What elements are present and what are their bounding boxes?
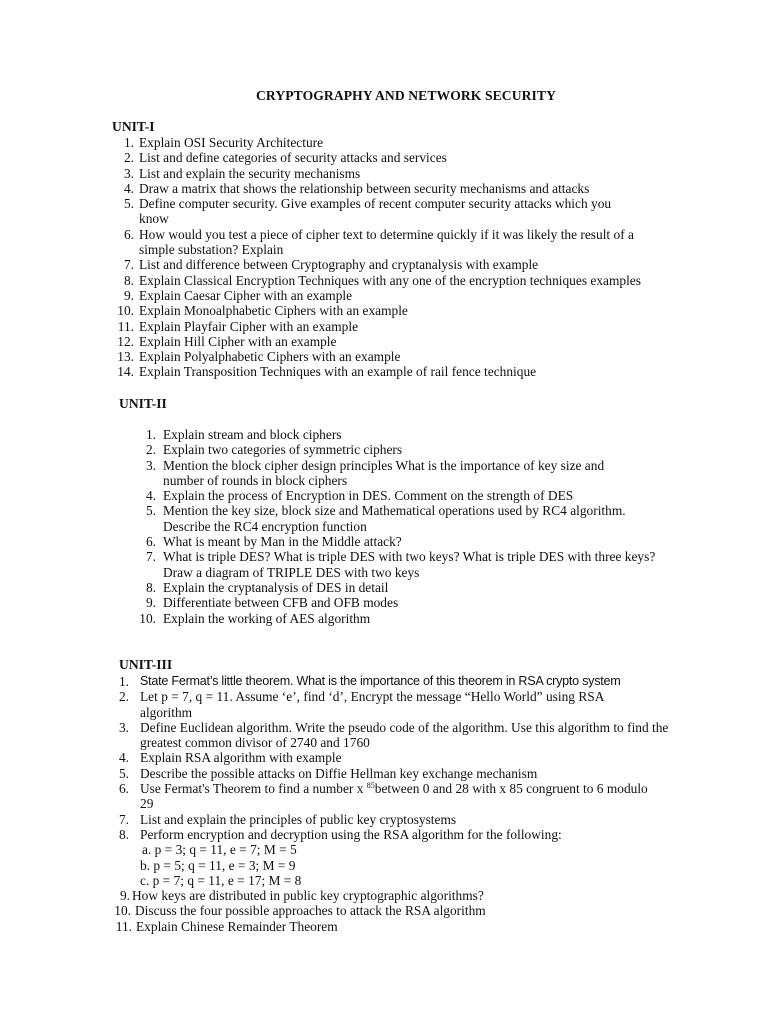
list-item xyxy=(112,674,672,689)
item-number: 3. xyxy=(123,165,134,181)
item-number: 2. xyxy=(118,689,129,705)
item-number: 5. xyxy=(123,196,134,212)
question-text: Differentiate between CFB and OFB modes xyxy=(163,595,399,611)
item-number: 2. xyxy=(145,442,156,458)
item-number: 10. xyxy=(117,303,134,319)
question-text xyxy=(140,781,650,812)
item-number: 9. xyxy=(145,595,156,611)
item-number: 10. xyxy=(139,610,156,626)
list-item xyxy=(112,766,672,781)
question-text: Let p = 7, q = 11. Assume ‘e’, find ‘d’, Encrypt the message “Hello World” using RSA algorithm xyxy=(140,689,604,720)
list-item xyxy=(135,503,670,534)
question-text: Mention the key size, block size and Mathematical operations used by RC4 algorithm. Describe the RC4 encryption function xyxy=(163,503,626,534)
question-text: List and difference between Cryptography and cryptanalysis with example xyxy=(139,257,539,273)
list-item xyxy=(112,750,672,765)
list-item xyxy=(112,888,672,903)
list-item xyxy=(112,273,672,288)
item-number: 14. xyxy=(117,364,134,380)
item-number: 1. xyxy=(145,427,156,442)
unit-1-question-list xyxy=(112,135,672,380)
list-item xyxy=(112,827,672,888)
question-text: How would you test a piece of cipher text to determine quickly if it was likely the result of a simple substation? Explain xyxy=(139,226,634,258)
list-item xyxy=(112,166,672,181)
question-text: Explain Chinese Remainder Theorem xyxy=(136,918,338,934)
question-text-part: between 0 and 28 with x 85 congruent to 6 modulo 29 xyxy=(140,781,648,812)
list-item xyxy=(135,427,670,442)
question-text: Explain two categories of symmetric ciphers xyxy=(163,442,403,458)
list-item xyxy=(135,595,670,610)
question-text: Draw a matrix that shows the relationship between security mechanisms and attacks xyxy=(139,180,590,196)
item-number: 6. xyxy=(118,781,129,797)
item-number: 11. xyxy=(117,318,134,334)
item-number: 5. xyxy=(118,765,129,781)
list-item xyxy=(112,150,672,165)
list-item xyxy=(112,903,672,918)
item-number: 1. xyxy=(118,674,129,689)
list-item xyxy=(112,364,672,379)
sub-item: a. p = 3; q = 11, e = 7; M = 5 xyxy=(142,842,297,858)
list-item xyxy=(135,611,670,626)
question-text: Explain Polyalphabetic Ciphers with an example xyxy=(139,349,401,365)
item-number: 13. xyxy=(117,349,134,365)
question-text: Explain OSI Security Architecture xyxy=(139,135,324,150)
list-item xyxy=(135,580,670,595)
item-number: 8. xyxy=(145,579,156,595)
list-item xyxy=(135,549,670,580)
unit-2-question-list xyxy=(135,427,670,626)
list-item xyxy=(112,288,672,303)
question-text: Define Euclidean algorithm. Write the pseudo code of the algorithm. Use this algorithm to find the greatest common divisor of 2740 and 1760 xyxy=(140,719,669,751)
item-number: 3. xyxy=(118,719,129,735)
question-text: Explain Classical Encryption Techniques with any one of the encryption techniques examples xyxy=(139,272,641,288)
list-item xyxy=(112,257,672,272)
list-item xyxy=(112,196,672,227)
superscript: 85 xyxy=(366,781,375,791)
list-item xyxy=(112,319,672,334)
sub-item: b. p = 5; q = 11, e = 3; M = 9 xyxy=(140,857,296,873)
list-item xyxy=(112,181,672,196)
question-text: Explain the working of AES algorithm xyxy=(163,610,371,626)
item-number: 1. xyxy=(123,135,134,150)
list-item xyxy=(112,812,672,827)
item-number: 7. xyxy=(145,549,156,565)
item-number: 6. xyxy=(123,226,134,242)
question-text: What is meant by Man in the Middle attack? xyxy=(163,534,402,550)
item-number: 9. xyxy=(119,888,130,904)
unit-3-heading: UNIT-III xyxy=(119,657,173,672)
question-text: Explain Playfair Cipher with an example xyxy=(139,318,359,334)
item-number: 12. xyxy=(117,333,134,349)
question-text: Define computer security. Give examples of recent computer security attacks which you know xyxy=(139,196,612,227)
question-text: Explain the process of Encryption in DES. Comment on the strength of DES xyxy=(163,488,574,504)
item-number: 6. xyxy=(145,534,156,550)
page-title: CRYPTOGRAPHY AND NETWORK SECURITY xyxy=(255,88,557,103)
question-text: What is triple DES? What is triple DES with two keys? What is triple DES with three keys? Draw a diagram of TRIPLE DES with two keys xyxy=(163,549,656,580)
item-number: 11. xyxy=(115,918,132,934)
unit-1-heading: UNIT-I xyxy=(112,119,155,134)
list-item xyxy=(112,720,672,751)
question-text-part: Use Fermat's Theorem to find a number x xyxy=(140,781,367,797)
list-item xyxy=(135,458,670,489)
question-text: Explain Monoalphabetic Ciphers with an example xyxy=(139,303,408,319)
item-number: 3. xyxy=(145,457,156,473)
item-number: 4. xyxy=(118,750,129,766)
question-text: List and define categories of security attacks and services xyxy=(139,150,447,166)
item-number: 2. xyxy=(123,150,134,166)
unit-2-heading: UNIT-II xyxy=(119,396,167,411)
item-number: 5. xyxy=(145,503,156,519)
question-text: Explain Transposition Techniques with an example of rail fence technique xyxy=(139,364,537,380)
item-number: 7. xyxy=(118,811,129,827)
question-text: List and explain the security mechanisms xyxy=(139,165,361,181)
list-item xyxy=(112,781,672,812)
sub-item: c. p = 7; q = 11, e = 17; M = 8 xyxy=(140,872,302,888)
question-text: Explain stream and block ciphers xyxy=(163,427,342,442)
list-item xyxy=(112,349,672,364)
question-text: Explain Hill Cipher with an example xyxy=(139,333,337,349)
question-text: How keys are distributed in public key cryptographic algorithms? xyxy=(132,888,484,904)
list-item xyxy=(112,689,672,720)
item-number: 4. xyxy=(145,488,156,504)
list-item xyxy=(112,303,672,318)
list-item xyxy=(135,442,670,457)
list-item xyxy=(135,534,670,549)
item-number: 10. xyxy=(114,903,131,919)
item-number: 8. xyxy=(123,272,134,288)
question-text: Explain the cryptanalysis of DES in detail xyxy=(163,579,389,595)
item-number: 7. xyxy=(123,257,134,273)
list-item xyxy=(112,227,672,258)
item-number: 9. xyxy=(123,287,134,303)
question-text: State Fermat’s little theorem. What is the importance of this theorem in RSA crypto system xyxy=(140,674,621,688)
unit-3-question-list xyxy=(112,674,672,934)
list-item xyxy=(112,334,672,349)
question-text: Perform encryption and decryption using the RSA algorithm for the following: xyxy=(140,826,562,842)
question-text: Mention the block cipher design principles What is the importance of key size and number of rounds in block ciphers xyxy=(163,457,605,488)
question-text: List and explain the principles of public key cryptosystems xyxy=(140,811,457,827)
question-text: Discuss the four possible approaches to attack the RSA algorithm xyxy=(135,903,486,919)
list-item xyxy=(135,488,670,503)
list-item xyxy=(112,919,672,934)
question-text: Explain RSA algorithm with example xyxy=(140,750,342,766)
question-text: Explain Caesar Cipher with an example xyxy=(139,287,353,303)
list-item xyxy=(112,135,672,150)
item-number: 4. xyxy=(123,180,134,196)
question-text: Describe the possible attacks on Diffie Hellman key exchange mechanism xyxy=(140,765,538,781)
item-number: 8. xyxy=(118,826,129,842)
